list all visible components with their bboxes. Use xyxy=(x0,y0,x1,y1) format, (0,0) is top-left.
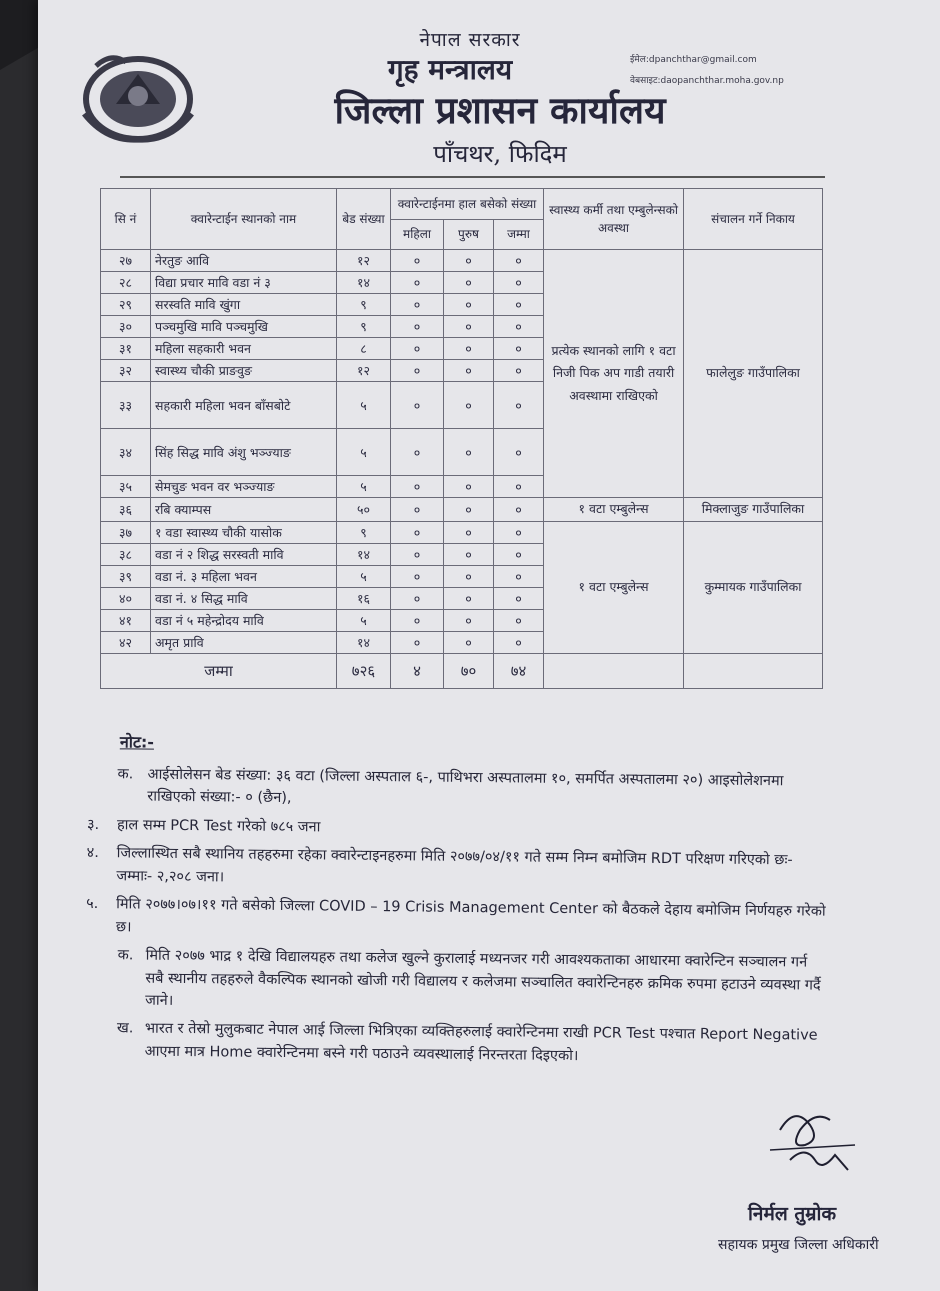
row-beds: १२ xyxy=(337,360,391,382)
note-mark: ख. xyxy=(116,1020,134,1037)
row-female: ० xyxy=(391,338,444,360)
row-total: ० xyxy=(494,250,544,272)
row-female: ० xyxy=(391,429,444,476)
header-office: जिल्ला प्रशासन कार्यालय xyxy=(334,88,666,132)
row-beds: १६ xyxy=(337,587,391,609)
group3-operator: कुम्मायक गाउँपालिका xyxy=(684,521,823,653)
note-text: आईसोलेसन बेड संख्या: ३६ वटा (जिल्ला अस्पताल ६-, पाथिभरा अस्पतालमा १०, समर्पित अस्पतालमा २०) आइसोलेशनमा राखिएको संख्या:- ० (छैन), xyxy=(147,766,784,807)
row-female: ० xyxy=(391,476,444,498)
row-name: रबि क्याम्पस xyxy=(151,498,337,522)
header-name: क्वारेन्टाईन स्थानको नाम xyxy=(151,189,337,250)
row-beds: ५ xyxy=(337,565,391,587)
row-beds: १२ xyxy=(337,250,391,272)
row-beds: ५ xyxy=(337,609,391,631)
total-blank xyxy=(544,653,684,688)
header-ministry: गृह मन्त्रालय xyxy=(387,53,513,86)
row-male: ० xyxy=(444,294,494,316)
row-sn: ४१ xyxy=(101,609,151,631)
note-mark: क. xyxy=(117,947,134,964)
row-female: ० xyxy=(391,498,444,522)
row-beds: १४ xyxy=(337,631,391,653)
note-item xyxy=(58,893,828,946)
row-sn: ३७ xyxy=(101,521,151,543)
row-name: सिंह सिद्ध मावि अंशु भञ्ज्याङ xyxy=(151,429,337,476)
row-name: वडा नं. ४ सिद्ध मावि xyxy=(151,587,337,609)
row-male: ० xyxy=(444,316,494,338)
header-total: जम्मा xyxy=(494,219,544,250)
row-name: महिला सहकारी भवन xyxy=(151,338,337,360)
table-row xyxy=(101,498,823,522)
row-name: नेरतुङ आवि xyxy=(151,250,337,272)
note-mark: क. xyxy=(117,766,134,783)
header-divider xyxy=(120,176,825,178)
row-sn: ४२ xyxy=(101,631,151,653)
row-male: ० xyxy=(444,543,494,565)
total-total: ७४ xyxy=(494,653,544,688)
row-male: ० xyxy=(444,360,494,382)
note-text: हाल सम्म PCR Test गरेको ७८५ जना xyxy=(116,817,321,836)
row-total: ० xyxy=(494,429,544,476)
row-beds: ५ xyxy=(337,429,391,476)
total-beds: ७२६ xyxy=(337,653,391,688)
row-name: वडा नं. ३ महिला भवन xyxy=(151,565,337,587)
row-sn: २८ xyxy=(101,272,151,294)
row-female: ० xyxy=(391,587,444,609)
header-female: महिला xyxy=(391,219,444,250)
note-mark: ४. xyxy=(86,845,99,862)
signatory-title: सहायक प्रमुख जिल्ला अधिकारी xyxy=(718,1237,879,1253)
row-total: ० xyxy=(494,609,544,631)
row-total: ० xyxy=(494,631,544,653)
note-text: मिति २०७७ भाद्र १ देखि विद्यालयहरु तथा कलेज खुल्ने कुरालाई मध्यनजर गरी आवश्यकताका आधारमा क्वारेन्टिन सञ्चालन गर्न सबै स्थानीय तहहरुले वैकल्पिक स्थानको खोजी गरी विद्यालय र कलेजमा सञ्चालित क्वारेन्टिनहरु क्रमिक रुपमा हटाउने व्यवस्था गर्दै जाने। xyxy=(145,947,821,1009)
total-blank-2 xyxy=(684,653,823,688)
row-name: वडा नं २ शिद्ध सरस्वती मावि xyxy=(151,543,337,565)
row-male: ० xyxy=(444,382,494,429)
row-name: सरस्वति मावि खुंगा xyxy=(151,294,337,316)
table-row xyxy=(101,521,823,543)
row-sn: २९ xyxy=(101,294,151,316)
total-label: जम्मा xyxy=(101,653,337,688)
row-female: ० xyxy=(391,382,444,429)
note-text: जिल्लास्थित सबै स्थानिय तहहरुमा रहेका क्वारेन्टाइनहरुमा मिति २०७७/०४/११ गते सम्म निम्न बमोजिम RDT परिक्षण गरिएको छः- जम्माः- २,२०८ जना। xyxy=(116,845,793,886)
group2-operator: मिक्लाजुङ गाउँपालिका xyxy=(684,498,823,522)
header-operator: संचालन गर्ने निकाय xyxy=(684,189,823,250)
row-name: १ वडा स्वास्थ्य चौकी यासोक xyxy=(151,521,337,543)
header-sn: सि नं xyxy=(101,189,151,250)
row-male: ० xyxy=(444,631,494,653)
row-total: ० xyxy=(494,294,544,316)
row-total: ० xyxy=(494,543,544,565)
row-sn: ३२ xyxy=(101,360,151,382)
total-female: ४ xyxy=(391,653,444,688)
group1-operator: फालेलुङ गाउँपालिका xyxy=(684,250,823,498)
note-mark: ५. xyxy=(86,896,99,913)
row-beds: १४ xyxy=(337,543,391,565)
row-name: वडा नं ५ महेन्द्रोदय मावि xyxy=(151,609,337,631)
row-total: ० xyxy=(494,316,544,338)
row-total: ० xyxy=(494,360,544,382)
row-male: ० xyxy=(444,250,494,272)
total-male: ७० xyxy=(444,653,494,688)
group3-health: १ वटा एम्बुलेन्स xyxy=(544,521,684,653)
row-name: स्वास्थ्य चौकी प्राङवुङ xyxy=(151,360,337,382)
group1-health: प्रत्येक स्थानको लागि १ वटा निजी पिक अप गाडी तयारी अवस्थामा राखिएको xyxy=(544,250,684,498)
note-text: मिति २०७७।०७।११ गते बसेको जिल्ला COVID – 19 Crisis Management Center को बैठकले देहाय बमोजिम निर्णयहरु गरेको छ। xyxy=(115,896,826,936)
row-male: ० xyxy=(444,429,494,476)
note-text: भारत र तेस्रो मुलुकबाट नेपाल आई जिल्ला भित्रिएका व्यक्तिहरुलाई क्वारेन्टिनमा राखी PCR Test पश्चात Report Negative आएमा मात्र Home क्वारेन्टिनमा बस्ने गरी पठाउने व्यवस्थालाई निरन्तरता दिइएको। xyxy=(144,1021,818,1065)
row-name: सेमचुङ भवन वर भञ्ज्याङ xyxy=(151,476,337,498)
row-sn: ४० xyxy=(101,587,151,609)
header-male: पुरुष xyxy=(444,219,494,250)
row-male: ० xyxy=(444,609,494,631)
row-female: ० xyxy=(391,316,444,338)
signatory-name: निर्मल तुम्रोक xyxy=(748,1203,837,1225)
table-row xyxy=(101,250,823,272)
header-current: क्वारेन्टाईनमा हाल बसेको संख्या xyxy=(391,189,544,220)
row-male: ० xyxy=(444,272,494,294)
row-total: ० xyxy=(494,338,544,360)
notes-section xyxy=(86,730,830,1076)
row-female: ० xyxy=(391,609,444,631)
row-beds: ५ xyxy=(337,382,391,429)
row-beds: ५० xyxy=(337,498,391,522)
note-item xyxy=(89,763,829,816)
row-male: ० xyxy=(444,587,494,609)
group2-health: १ वटा एम्बुलेन्स xyxy=(544,498,684,522)
row-total: ० xyxy=(494,521,544,543)
note-item xyxy=(59,813,829,844)
note-item xyxy=(58,842,828,895)
total-row xyxy=(101,653,823,688)
row-female: ० xyxy=(391,250,444,272)
header-health: स्वास्थ्य कर्मी तथा एम्बुलेन्सको अवस्था xyxy=(544,189,684,250)
row-female: ० xyxy=(391,360,444,382)
row-male: ० xyxy=(444,521,494,543)
row-name: अमृत प्रावि xyxy=(151,631,337,653)
row-beds: ५ xyxy=(337,476,391,498)
row-female: ० xyxy=(391,294,444,316)
row-female: ० xyxy=(391,631,444,653)
header-beds: बेड संख्या xyxy=(337,189,391,250)
row-name: सहकारी महिला भवन बाँसबोटे xyxy=(151,382,337,429)
row-beds: ८ xyxy=(337,338,391,360)
row-beds: ९ xyxy=(337,316,391,338)
row-name: पञ्चमुखि मावि पञ्चमुखि xyxy=(151,316,337,338)
row-male: ० xyxy=(444,338,494,360)
table-body xyxy=(101,250,823,654)
row-female: ० xyxy=(391,565,444,587)
row-male: ० xyxy=(444,565,494,587)
note-item xyxy=(87,1017,827,1070)
row-total: ० xyxy=(494,587,544,609)
row-total: ० xyxy=(494,382,544,429)
row-total: ० xyxy=(494,476,544,498)
header-govt: नेपाल सरकार xyxy=(419,29,521,51)
signature-scribble-icon xyxy=(760,1100,860,1185)
row-sn: ३९ xyxy=(101,565,151,587)
row-beds: ९ xyxy=(337,521,391,543)
row-female: ० xyxy=(391,521,444,543)
row-sn: ३६ xyxy=(101,498,151,522)
header-email: ईमेल:dpanchthar@gmail.com xyxy=(630,55,757,65)
row-sn: २७ xyxy=(101,250,151,272)
header-location: पाँचथर, फिदिम xyxy=(433,140,567,168)
note-mark: ३. xyxy=(86,816,100,833)
row-sn: ३० xyxy=(101,316,151,338)
row-female: ० xyxy=(391,543,444,565)
row-name: विद्या प्रचार मावि वडा नं ३ xyxy=(151,272,337,294)
row-male: ० xyxy=(444,476,494,498)
row-sn: ३३ xyxy=(101,382,151,429)
row-sn: ३५ xyxy=(101,476,151,498)
row-total: ० xyxy=(494,272,544,294)
row-sn: ३८ xyxy=(101,543,151,565)
row-female: ० xyxy=(391,272,444,294)
row-beds: १४ xyxy=(337,272,391,294)
row-male: ० xyxy=(444,498,494,522)
row-sn: ३४ xyxy=(101,429,151,476)
header-website: वेबसाइट:daopanchthar.moha.gov.np xyxy=(630,76,784,86)
quarantine-table xyxy=(100,188,823,689)
row-beds: ९ xyxy=(337,294,391,316)
row-total: ० xyxy=(494,565,544,587)
row-sn: ३१ xyxy=(101,338,151,360)
note-item xyxy=(87,944,828,1019)
notes-title: नोट:- xyxy=(119,732,155,752)
row-total: ० xyxy=(494,498,544,522)
